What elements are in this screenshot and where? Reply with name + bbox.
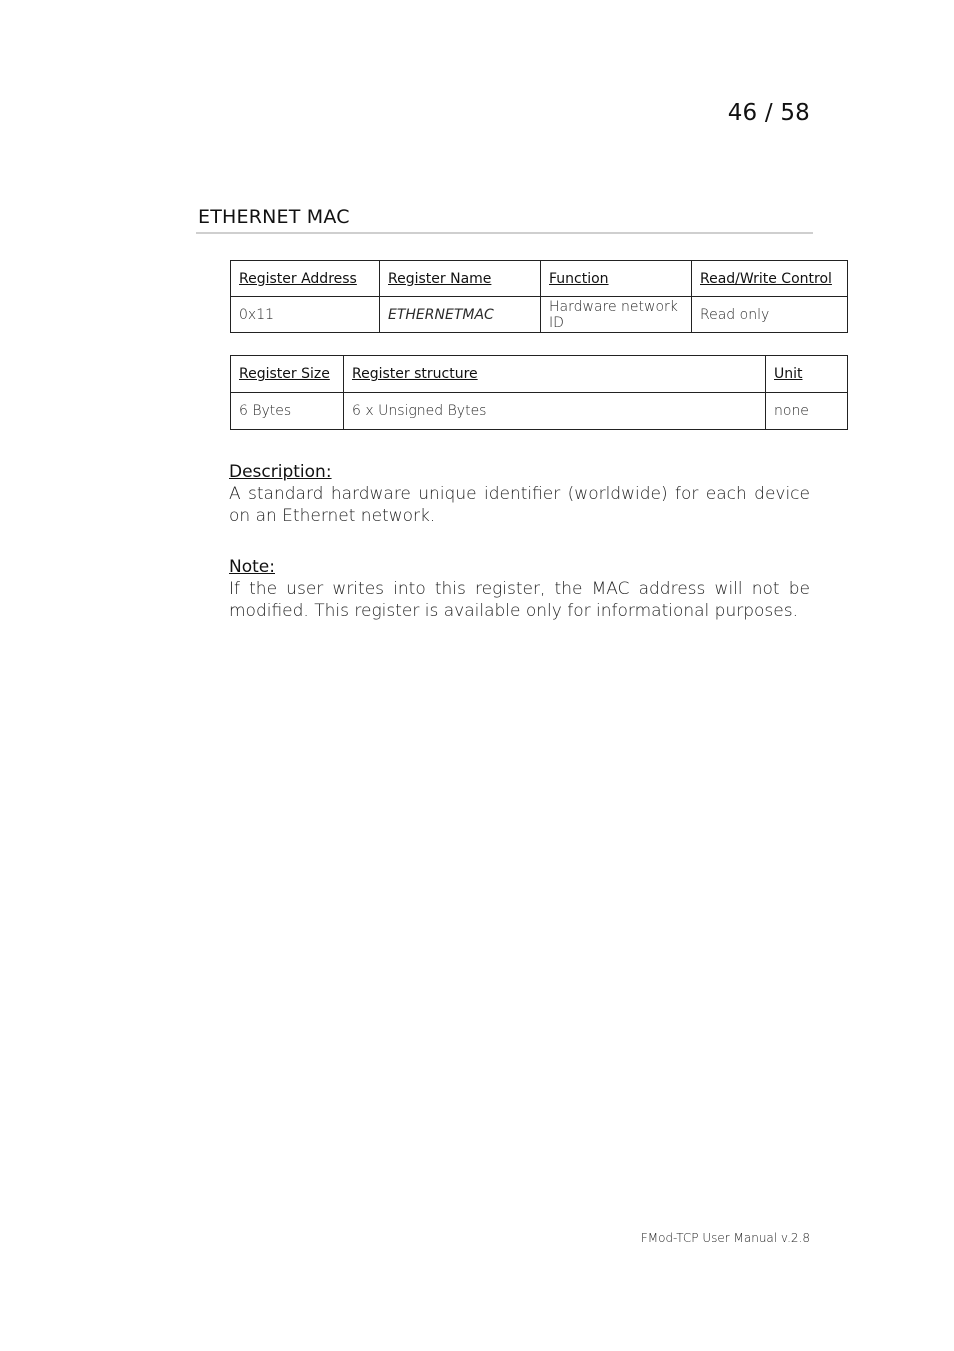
table-header-row: [231, 356, 848, 393]
header-register-size: Register Size: [231, 356, 344, 393]
table-row: [231, 393, 848, 430]
description-block: [229, 461, 810, 527]
description-heading: Description:: [229, 462, 332, 482]
header-function: Function: [541, 261, 692, 297]
header-read-write-control: Read/Write Control: [692, 261, 848, 297]
section-divider: [196, 232, 813, 234]
cell-register-name: ETHERNETMAC: [380, 297, 541, 333]
cell-unit: none: [766, 393, 848, 430]
note-heading: Note:: [229, 557, 275, 577]
section-title: ETHERNET MAC: [198, 206, 350, 228]
header-register-name: Register Name: [380, 261, 541, 297]
register-structure-table: [230, 355, 848, 430]
page-number: 46 / 58: [727, 100, 810, 126]
header-unit: Unit: [766, 356, 848, 393]
footer-text: FMod-TCP User Manual v.2.8: [640, 1231, 810, 1245]
register-info-table: [230, 260, 848, 333]
note-text: If the user writes into this register, the MAC address will not be modified. This register is available only for informational purposes.: [229, 579, 810, 621]
header-register-address: Register Address: [231, 261, 380, 297]
description-text: A standard hardware unique identifier (worldwide) for each device on an Ethernet network.: [229, 484, 810, 526]
cell-register-address: 0x11: [231, 297, 380, 333]
cell-register-structure: 6 x Unsigned Bytes: [344, 393, 766, 430]
cell-read-write-control: Read only: [692, 297, 848, 333]
cell-function: Hardware network ID: [541, 297, 692, 333]
table-header-row: [231, 261, 848, 297]
header-register-structure: Register structure: [344, 356, 766, 393]
cell-register-size: 6 Bytes: [231, 393, 344, 430]
table-row: [231, 297, 848, 333]
note-block: [229, 556, 810, 622]
